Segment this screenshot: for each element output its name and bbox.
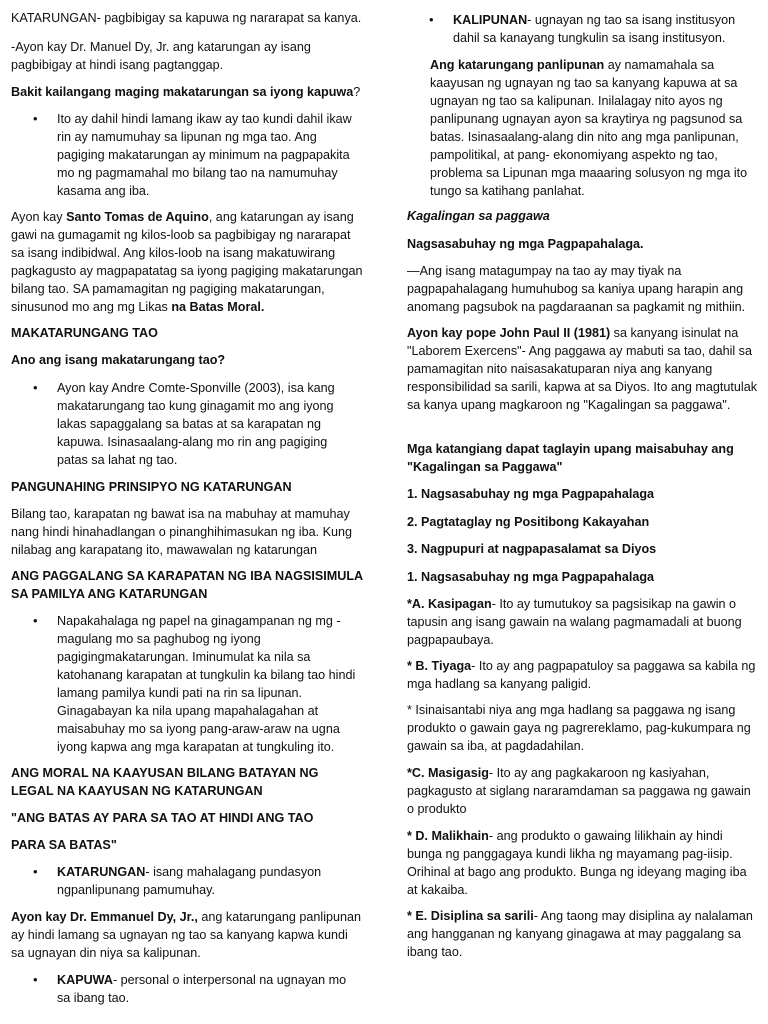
paggalang-heading: ANG PAGGALANG SA KARAPATAN NG IBA NAGSISIMULA SA PAMILYA ANG KATARUNGAN xyxy=(11,569,363,601)
malikhain-rest: - ang produkto o gawaing lilikhain ay hindi bunga ng panggagaya kundi likha ng mayamang pag-iisip. Orihinal at bago ang produkto. Bunga ng ideyang maging iba at kakaiba. xyxy=(407,829,747,897)
masigasig-term: *C. Masigasig xyxy=(407,766,489,780)
ano-heading: Ano ang isang makatarungang tao? xyxy=(11,353,226,367)
ordered-item-1: 1. Nagsasabuhay ng mga Pagpapahalaga xyxy=(407,487,655,501)
katarungan-list xyxy=(57,863,357,899)
ano-list xyxy=(57,379,357,469)
masigasig-rest: - Ito ay ang pagkakaroon ng kasiyahan, pagkagusto at siglang nararamdaman sa paggawa ng gawain o produkto xyxy=(407,766,751,816)
list-item xyxy=(57,971,357,1007)
malikhain-paragraph xyxy=(407,827,759,899)
aquino-post: , ang katarungan ay isang gawi na gumagamit ng kilos-loob sa pagbibigay ng nararapat sa isang indibidwal. Ang kilos-loob na isang makatuwirang pagkagusto ay magpapatatag sa iyong pagiging makatarungan bilang tao. SA pamamagitan ng pagiging makatarungan, sinusunod mo ang mg Likas xyxy=(11,210,363,314)
term: KALIPUNAN xyxy=(453,13,528,27)
panlipunan-term: Ang katarungang panlipunan xyxy=(430,58,605,72)
kasipagan-term: *A. Kasipagan xyxy=(407,597,492,611)
pope-paragraph xyxy=(407,324,759,414)
term: KATARUNGAN xyxy=(57,865,146,879)
aquino-pre: Ayon kay xyxy=(11,210,67,224)
term: KAPUWA xyxy=(57,973,113,987)
aquino-end: na Batas Moral. xyxy=(171,300,265,314)
term-desc: - ugnayan ng tao sa isang institusyon dahil sa kanayang tungkulin sa isang institusyon. xyxy=(453,13,736,45)
makatarungang-tao-heading: MAKATARUNGANG TAO xyxy=(11,326,158,340)
disiplina-rest: - Ang taong may disiplina ay nalalaman ang hangganan ng kanyang ginagawa at may paggalang sa ibang tao. xyxy=(407,909,753,959)
panlipunan-rest: ay namamahala sa kaayusan ng ugnayan ng tao sa kanyang kapuwa at sa ugnayan ng tao sa kalipunan. Inilalagay nito ayos ng panlipunang ugnayan ayon sa kraytirya ng pagsunod sa batas. Isinasaalang-alang din nito ang mga panlipunan, pampolitikal, at pang- ekonomiyang aspekto ng tao, problema sa Lipunan mga maaaring solusyon ng mga ito tungo sa katihang panlahat. xyxy=(430,58,748,198)
kasipagan-paragraph xyxy=(407,595,759,649)
list-item xyxy=(57,863,357,899)
bakit-heading-text: Bakit kailangang maging makatarungan sa iyong kapuwa xyxy=(11,85,354,99)
disiplina-paragraph xyxy=(407,907,759,961)
kalipunan-list xyxy=(453,11,759,47)
term-desc: - isang mahalagang pundasyon ngpanlipunang pamumuhay. xyxy=(57,865,322,897)
pangunahing-heading: PANGUNAHING PRINSIPYO NG KATARUNGAN xyxy=(11,480,292,494)
tiyaga-paragraph xyxy=(407,657,759,693)
moral-heading: ANG MORAL NA KAAYUSAN BILANG BATAYAN NG LEGAL NA KAAYUSAN NG KATARUNGAN xyxy=(11,766,319,798)
panlipunan-paragraph xyxy=(430,56,760,200)
bakit-list xyxy=(57,110,367,200)
pope-rest: sa kanyang isinulat na "Laborem Exercens"- Ang paggawa ay mabuti sa tao, dahil sa pamamagitan nito naisasakatuparan niya ang kanyang responsibilidad sa sarili, kapwa at sa Diyos. Ito ang magtutulak sa kanya upang magkaroon ng "Kagalingan sa paggawa". xyxy=(407,326,758,412)
pope-term: Ayon kay pope John Paul II (1981) xyxy=(407,326,611,340)
aquino-name: Santo Tomas de Aquino xyxy=(66,210,209,224)
disiplina-term: * E. Disiplina sa sarili xyxy=(407,909,534,923)
katarungan-definition: KATARUNGAN- pagbibigay sa kapuwa ng nararapat sa kanya. xyxy=(11,11,362,25)
paggalang-list xyxy=(57,612,357,756)
kagalingan-heading: Kagalingan sa paggawa xyxy=(407,209,550,223)
batas-heading-line1: "ANG BATAS AY PARA SA TAO AT HINDI ANG TAO xyxy=(11,811,314,825)
katangian-heading: Mga katangiang dapat taglayin upang maisabuhay ang "Kagalingan sa Paggawa" xyxy=(407,442,734,474)
tiyaga-note: * Isinaisantabi niya ang mga hadlang sa paggawa ng isang produkto o gawain gaya ng pagrereklamo, pag-kukumpara ng gawain sa iba, at pagdadahilan. xyxy=(407,703,751,753)
bakit-heading-qmark: ? xyxy=(353,85,361,99)
tiyaga-term: * B. Tiyaga xyxy=(407,659,472,673)
kasipagan-rest: - Ito ay tumutukoy sa pagsisikap na gawin o tapusin ang isang gawain na walang pagmamadali at buong pagpapaubaya. xyxy=(407,597,742,647)
emmanuel-paragraph xyxy=(11,908,363,962)
nagsasabuhay-heading: Nagsasabuhay ng mga Pagpapahalaga. xyxy=(407,237,644,251)
ordered-item-2: 2. Pagtataglay ng Positibong Kakayahan xyxy=(407,515,650,529)
kapuwa-list xyxy=(57,971,357,1007)
batas-heading-line2: PARA SA BATAS" xyxy=(11,838,117,852)
emmanuel-rest: ang katarungang panlipunan ay hindi lamang sa ugnayan ng tao sa kanyang kapwa kundi sa ugnayan din niya sa kalipunan. xyxy=(11,910,362,960)
list-item xyxy=(453,11,759,47)
term-desc: - personal o interpersonal na ugnayan mo sa ibang tao. xyxy=(57,973,347,1005)
aquino-paragraph xyxy=(11,208,363,316)
list-item: • Ayon kay Andre Comte-Sponville (2003), isa kang makatarungang tao kung ginagamit mo ang iyong lakas sapaggalang sa batas at sa karapatan ng kapuwa. Isinasaalang-alang mo rin ang pagiging patas sa lahat ng tao. xyxy=(57,379,357,469)
list-item: • Napakahalaga ng papel na ginagampanan ng mg -magulang mo sa paghubog ng iyong pagigingmakatarungan. Iminumulat ka nila sa katohanang karapatan at tungkulin ka bilang tao hindi lamang pamilya kundi pati na rin sa lipunan. Ginagabayan ka nila upang mapahalagahan at maisabuhay mo sa iyong pang-araw-araw na ugna iyong kapwa ang mga karapatan at tungkuling ito. xyxy=(57,612,357,756)
bakit-heading xyxy=(11,83,363,101)
tiyaga-rest: - Ito ay ang pagpapatuloy sa paggawa sa kabila ng mga hadlang sa kanyang paligid. xyxy=(407,659,756,691)
dash-paragraph: —Ang isang matagumpay na tao ay may tiyak na pagpapahalagang humuhubog sa kaniya upang harapin ang anomang pagsubok na pagdaraanan sa pagkamit ng mithiin. xyxy=(407,264,746,314)
emmanuel-name: Ayon kay Dr. Emmanuel Dy, Jr., xyxy=(11,910,198,924)
dy-quote-paragraph: -Ayon kay Dr. Manuel Dy, Jr. ang katarungan ay isang pagbibigay at hindi isang pagtanggap. xyxy=(11,40,311,72)
ordered-item-3: 3. Nagpupuri at nagpapasalamat sa Diyos xyxy=(407,542,657,556)
masigasig-paragraph xyxy=(407,764,759,818)
bilang-paragraph: Bilang tao, karapatan ng bawat isa na mabuhay at mamuhay nang hindi hinahadlangan o pinanghihimasukan ng iba. Kung nilabag ang karapatang ito, mawawalan ng katarungan xyxy=(11,507,353,557)
ordered-item-1b: 1. Nagsasabuhay ng mga Pagpapahalaga xyxy=(407,570,655,584)
list-item: • Ito ay dahil hindi lamang ikaw ay tao kundi dahil ikaw rin ay namumuhay sa lipunan ng mga tao. Ang pagiging makatarungan ay minimum na pagpapakita mo ng pagmamahal mo bilang tao na namumuhay kasama ang iba. xyxy=(57,110,367,200)
malikhain-term: * D. Malikhain xyxy=(407,829,489,843)
